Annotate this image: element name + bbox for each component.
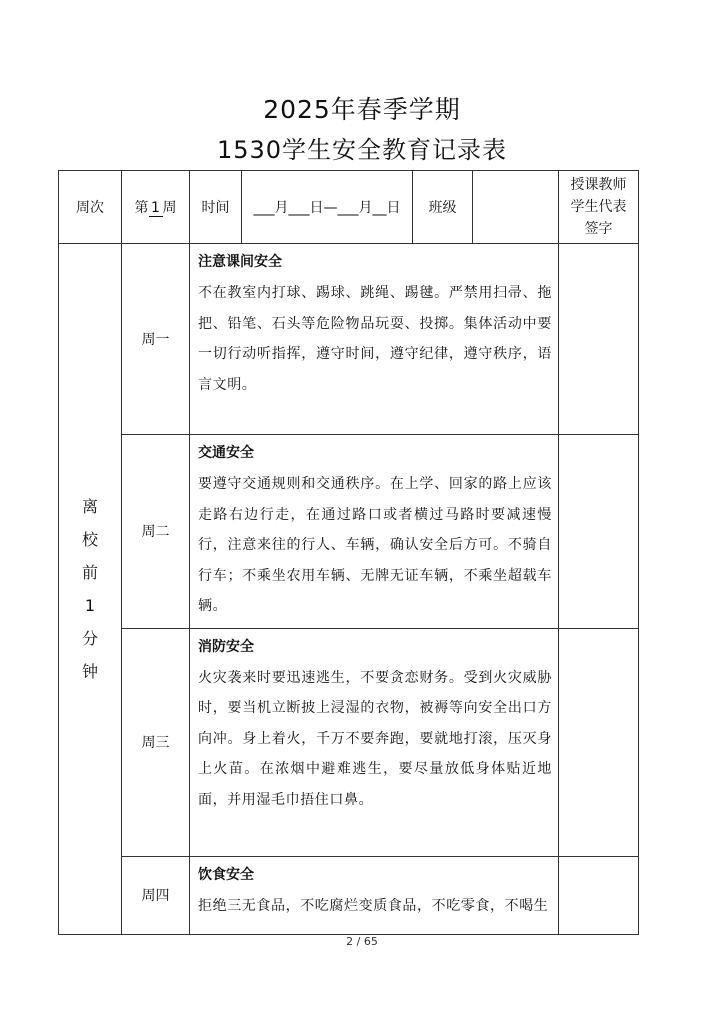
signature-line-3: 签字: [584, 221, 613, 237]
content-cell: [190, 244, 559, 435]
class-value-cell: [473, 171, 559, 244]
day-cell: [122, 856, 190, 934]
day-label: 周四: [141, 888, 170, 904]
class-label: 班级: [428, 200, 457, 216]
signature-cell: [559, 244, 639, 435]
week-value-cell: [122, 171, 190, 244]
week-prefix: 第: [134, 200, 149, 216]
section-label-char: 1: [84, 595, 96, 615]
week-number: 1: [149, 200, 163, 217]
day-label: 周二: [141, 524, 170, 541]
page-number: 2 / 65: [346, 935, 378, 948]
section-label-char: 离: [81, 496, 98, 516]
section-label-char: 钟: [81, 661, 98, 681]
topic-title: 交通安全: [198, 445, 254, 461]
date-range: ___月___日—___月__日: [253, 200, 401, 216]
class-label-cell: [413, 171, 473, 244]
signature-cell: [559, 856, 639, 934]
document-subtitle: 1530学生安全教育记录表: [216, 136, 508, 164]
table-row-monday: [59, 244, 639, 435]
day-cell: [122, 628, 190, 856]
section-label-char: 分: [81, 628, 98, 648]
topic-body: 火灾袭来时要迅速逃生，不要贪恋财务。受到火灾威胁时，要当机立断披上浸湿的衣物，被褥等向安全出口方向冲。身上着火，千万不要奔跑，要就地打滚，压灭身上火苗。在浓烟中避难逃生，要尽量放低身体贴近地面，并用湿毛巾捂住口鼻。: [198, 669, 552, 808]
day-cell: [122, 435, 190, 629]
section-label-char: 校: [81, 529, 98, 549]
content-cell: [190, 435, 559, 629]
week-suffix: 周: [162, 200, 177, 216]
topic-title: 注意课间安全: [198, 254, 282, 270]
date-range-cell: [242, 171, 413, 244]
signature-line-1: 授课教师: [570, 177, 627, 193]
content-cell: [190, 628, 559, 856]
signature-cell: [559, 435, 639, 629]
content-cell: [190, 856, 559, 934]
topic-body: 要遵守交通规则和交通秩序。在上学、回家的路上应该走路右边行走，在通过路口或者横过马路时要减速慢行，注意来往的行人、车辆，确认安全后方可。不骑自行车；不乘坐农用车辆、无牌无证车辆，不乘坐超载车辆。: [198, 476, 552, 614]
time-label-cell: [190, 171, 242, 244]
day-label: 周三: [141, 735, 170, 751]
section-label-cell: [59, 244, 122, 935]
table-row-tuesday: [59, 435, 639, 629]
topic-body: 不在教室内打球、踢球、跳绳、踢毽。严禁用扫帚、拖把、铅笔、石头等危险物品玩耍、投掷。集体活动中要一切行动听指挥，遵守时间，遵守纪律，遵守秩序，语言文明。: [198, 285, 552, 393]
week-label-cell: [59, 171, 122, 244]
section-label-char: 前: [81, 562, 98, 582]
signature-header-cell: [559, 171, 639, 244]
table-row-thursday: [59, 856, 639, 934]
document-title: 2025年春季学期: [263, 95, 461, 124]
week-label: 周次: [76, 200, 104, 216]
topic-title: 饮食安全: [198, 866, 254, 883]
header-row: [59, 171, 639, 244]
day-label: 周一: [141, 332, 170, 348]
signature-cell: [559, 628, 639, 856]
day-cell: [122, 244, 190, 435]
table-row-wednesday: [59, 628, 639, 856]
topic-body: 拒绝三无食品，不吃腐烂变质食品，不吃零食，不喝生: [198, 897, 549, 914]
signature-line-2: 学生代表: [570, 199, 627, 215]
topic-title: 消防安全: [198, 638, 254, 655]
time-label: 时间: [201, 200, 230, 216]
safety-record-table: [58, 170, 639, 935]
